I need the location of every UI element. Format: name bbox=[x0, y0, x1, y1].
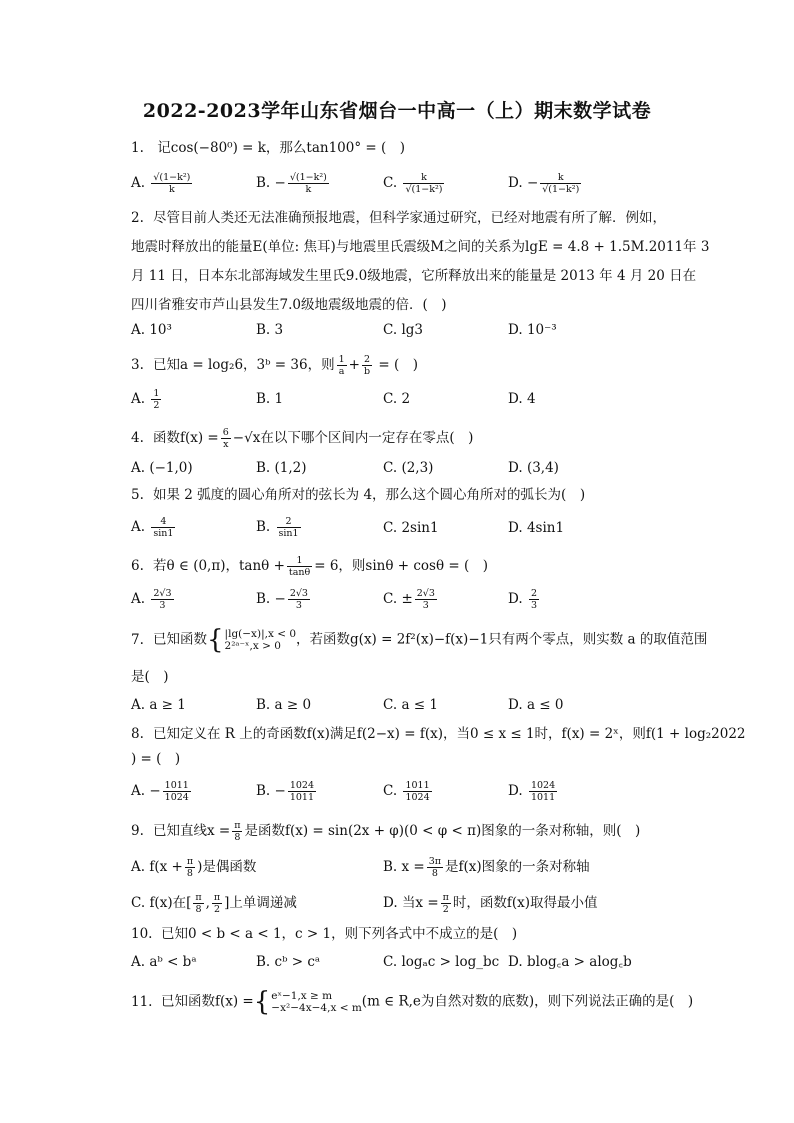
question-2-line-2: 地震时释放出的能量E(单位: 焦耳)与地震里氏震级M之间的关系为lgE = 4.8 + 1.5M.2011年 3 bbox=[131, 239, 710, 255]
question-2-line-3: 月 11 日，日本东北部海域发生里氏9.0级地震，它所释放出来的能量是 2013 年 4 月 20 日在 bbox=[131, 268, 697, 284]
question-number: 1. bbox=[131, 140, 144, 156]
q7-option-a: A. a ≥ 1 bbox=[131, 697, 186, 713]
question-7: 7. 已知函数{ |lg(−x)|,x < 0 2²ᵃ⁻ˣ,x > 0 ，若函数g(x) = 2f²(x)−f(x)−1只有两个零点，则实数 a 的取值范围 bbox=[131, 625, 708, 655]
q4-option-b: B. (1,2) bbox=[256, 460, 307, 476]
question-2: 2. 尽管目前人类还无法准确预报地震，但科学家通过研究，已经对地震有所了解．例如， bbox=[131, 210, 666, 226]
q6-option-c: C. ± $\frac{2√3}{3}$ bbox=[383, 588, 435, 611]
q5-option-c: C. 2sin1 bbox=[383, 520, 439, 536]
q4-option-a: A. (−1,0) bbox=[131, 460, 193, 476]
q3-option-c: C. 2 bbox=[383, 391, 411, 407]
q9-option-d: D. 当x = $\frac{\pi}{2}$ 时，函数f(x)取得最小值 bbox=[383, 892, 598, 915]
q5-option-a: A. $\frac{4}{\sin 1}$ bbox=[131, 516, 174, 539]
question-6: 6. 若θ ∈ (0,π)，tanθ + $\frac{1}{\tan\theta}$ = 6，则sinθ + cosθ = ( ) bbox=[131, 555, 489, 578]
q9-option-b: B. x = $\frac{3\pi}{8}$ 是f(x)图象的一条对称轴 bbox=[383, 856, 590, 879]
q8-option-a: A. − $\frac{1011}{1024}$ bbox=[131, 780, 189, 803]
question-7-line-2: 是( ) bbox=[131, 669, 169, 685]
q3-option-d: D. 4 bbox=[508, 391, 536, 407]
page-title: 2022-2023学年山东省烟台一中高一（上）期末数学试卷 bbox=[142, 100, 652, 122]
question-11: 11. 已知函数f(x) ={ eˣ−1,x ≥ m −x²−4x−4,x < m (m ∈ R,e为自然对数的底数)，则下列说法正确的是( ) bbox=[131, 987, 694, 1017]
q1-option-b: B. − $\frac{\text{√(1−k²)}}{k}$ bbox=[256, 172, 327, 195]
q2-option-d: D. 10⁻³ bbox=[508, 322, 557, 338]
q2-option-c: C. lg3 bbox=[383, 322, 423, 338]
q7-option-b: B. a ≥ 0 bbox=[256, 697, 312, 713]
q10-option-d: D. blog꜀a > alog꜀b bbox=[508, 954, 632, 970]
q5-option-b: B. $\frac{2}{\sin 1}$ bbox=[256, 516, 299, 539]
q3-option-b: B. 1 bbox=[256, 391, 284, 407]
q8-option-c: C. $\frac{1011}{1024}$ bbox=[383, 780, 430, 803]
question-10: 10. 已知0 < b < a < 1，c > 1，则下列各式中不成立的是( ) bbox=[131, 926, 518, 942]
question-5: 5. 如果 2 弧度的圆心角所对的弦长为 4，那么这个圆心角所对的弧长为( ) bbox=[131, 487, 586, 503]
q5-option-d: D. 4sin1 bbox=[508, 520, 565, 536]
q10-option-c: C. logₐc > log_bc bbox=[383, 954, 500, 970]
q7-option-d: D. a ≤ 0 bbox=[508, 697, 564, 713]
question-2-line-4: 四川省雅安市芦山县发生7.0级地震级地震的倍．( ) bbox=[131, 297, 447, 313]
question-1 bbox=[131, 139, 405, 157]
question-9: 9. 已知直线x = $\frac{\pi}{8}$ 是函数f(x) = sin(2x + φ)(0 < φ < π)图象的一条对称轴，则( ) bbox=[131, 820, 641, 843]
q4-option-c: C. (2,3) bbox=[383, 460, 434, 476]
q2-option-b: B. 3 bbox=[256, 322, 284, 338]
question-8: 8. 已知定义在 R 上的奇函数f(x)满足f(2−x) = f(x)，当0 ≤ x ≤ 1时，f(x) = 2ˣ，则f(1 + log₂2022 bbox=[131, 726, 746, 742]
q3-option-a: A. $\frac{1}{2}$ bbox=[131, 388, 160, 411]
question-4: 4. 函数f(x) = $\frac{6}{x}$ −√x在以下哪个区间内一定存在零点( ) bbox=[131, 427, 474, 450]
q6-option-a: A. $\frac{2√3}{3}$ bbox=[131, 588, 172, 611]
q8-option-d: D. $\frac{1024}{1011}$ bbox=[508, 780, 556, 803]
q4-option-d: D. (3,4) bbox=[508, 460, 559, 476]
q1-option-c: C. $\frac{k}{\text{√(1−k²)}}$ bbox=[383, 172, 443, 195]
q1-option-d: D. − $\frac{k}{\text{√(1−k²)}}$ bbox=[508, 172, 580, 195]
question-stem: 记cos(−80⁰) = k，那么tan100° = ( ) bbox=[157, 140, 406, 156]
q6-option-b: B. − $\frac{2√3}{3}$ bbox=[256, 588, 308, 611]
q6-option-d: D. $\frac{2}{3}$ bbox=[508, 588, 537, 611]
q10-option-b: B. cᵇ > cᵃ bbox=[256, 954, 321, 970]
q10-option-a: A. aᵇ < bᵃ bbox=[131, 954, 197, 970]
q9-option-c: C. f(x)在[ $\frac{\pi}{8}$ , $\frac{\pi}{2}$ ]上单调递减 bbox=[131, 892, 297, 915]
q7-option-c: C. a ≤ 1 bbox=[383, 697, 438, 713]
q2-option-a: A. 10³ bbox=[131, 322, 172, 338]
q9-option-a: A. f(x + $\frac{\pi}{8}$ )是偶函数 bbox=[131, 856, 257, 879]
q1-option-a: A. $\frac{\text{√(1−k²)}}{k}$ bbox=[131, 172, 191, 195]
question-8-line-2: ) = ( ) bbox=[131, 751, 181, 767]
q8-option-b: B. − $\frac{1024}{1011}$ bbox=[256, 780, 315, 803]
question-3: 3. 已知a = log₂6，3ᵇ = 36，则 $\frac{1}{a}$ + $\frac{2}{b}$ = ( ) bbox=[131, 354, 418, 377]
